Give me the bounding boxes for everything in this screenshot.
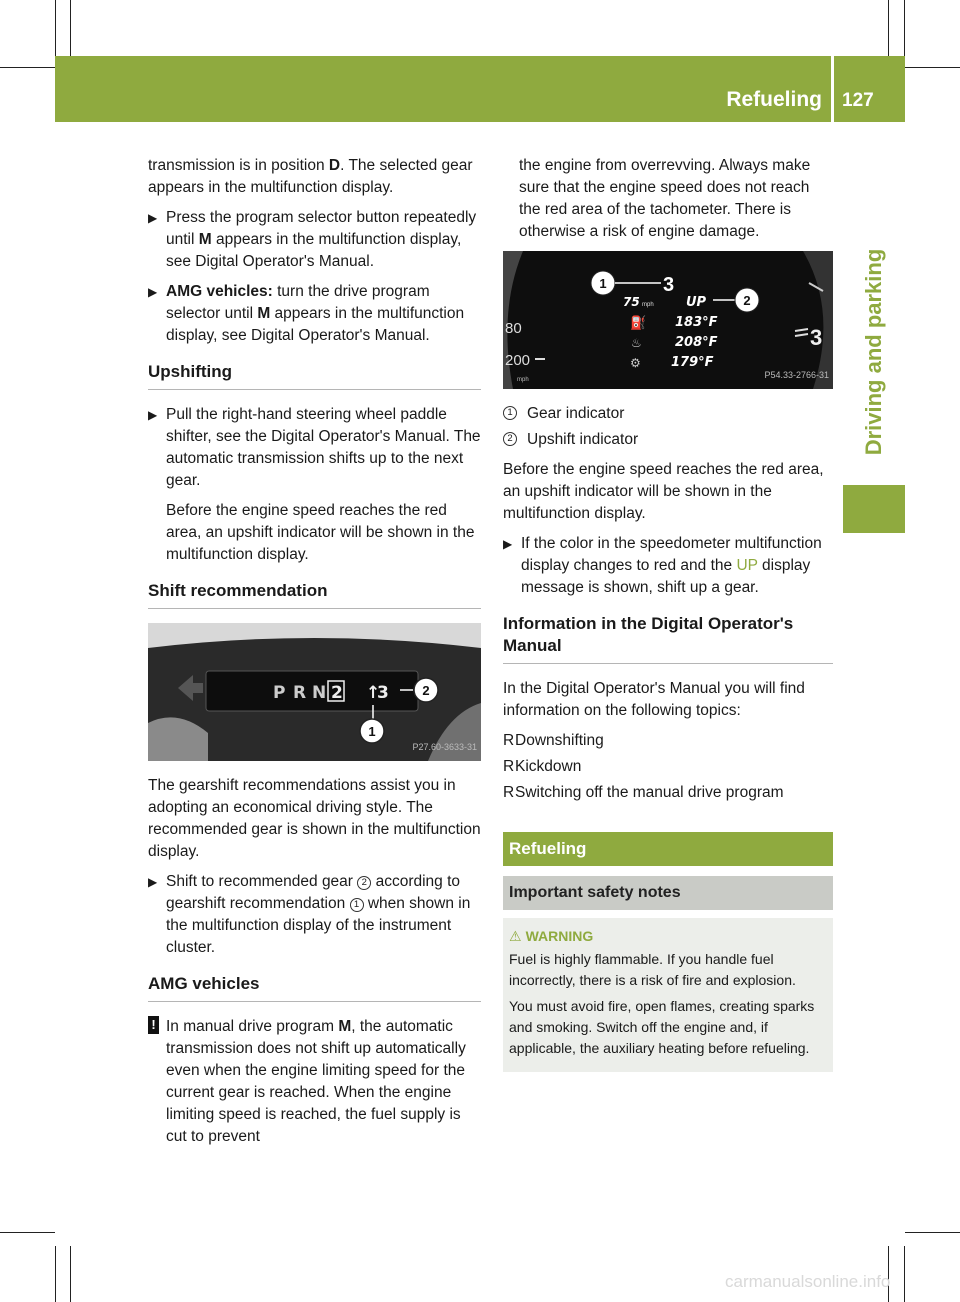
amg-note: ! In manual drive program M, the automatic transmission does not shift up automatically even when the engine limiting speed for the current gear is reached. When the engine limiting speed is reached, the fuel supply is cut to prevent xyxy=(148,1016,481,1148)
page-number: 127 xyxy=(842,90,874,111)
unit-label: mph xyxy=(517,377,529,383)
crop-mark xyxy=(888,0,889,56)
crop-mark xyxy=(70,0,71,56)
crop-mark xyxy=(905,67,960,68)
scale-200: 200 xyxy=(505,352,531,369)
topic-item: R Switching off the manual drive program xyxy=(503,784,784,801)
upshift-paragraph: Before the engine speed reaches the red area, an upshift indicator will be shown in the multifunction display. xyxy=(503,461,824,522)
step-arrow-icon: ▶ xyxy=(503,537,513,551)
upshift-info: Before the engine speed reaches the red area, an upshift indicator will be shown in the multifunction display. xyxy=(166,502,475,563)
crop-mark xyxy=(905,1232,960,1233)
step-arrow-icon: ▶ xyxy=(148,211,158,225)
shift-paragraph: The gearshift recommendations assist you in adopting an economical driving style. The recommended gear is shown in the multifunction display. xyxy=(148,777,481,860)
topic-item: R Kickdown xyxy=(503,758,582,775)
callout-2-label: 2 xyxy=(743,293,751,308)
scale-80: 80 xyxy=(505,320,522,337)
figure-id: P27.60-3633-31 xyxy=(412,742,477,752)
callout-1-icon: 1 xyxy=(350,898,364,912)
legend-gear-indicator: 1 Gear indicator xyxy=(503,403,833,425)
gear-large: 3 xyxy=(810,325,823,350)
callout-1-icon: 1 xyxy=(503,406,517,420)
refueling-section-bar: Refueling xyxy=(503,832,833,866)
speed-value: 75 xyxy=(623,295,640,309)
transmission-temp-icon: ⚙ xyxy=(630,356,641,370)
left-column xyxy=(148,155,481,1148)
step-arrow-icon: ▶ xyxy=(148,875,158,889)
crop-mark xyxy=(55,0,56,56)
temp-1: 183°F xyxy=(675,315,718,330)
warning-text-2: You must avoid fire, open flames, creating sparks and smoking. Switch off the engine and, if applicable, the auxiliary heating before refueling. xyxy=(509,998,815,1056)
gear-r: R xyxy=(293,683,307,703)
up-message: UP xyxy=(736,557,758,574)
crop-mark xyxy=(0,67,55,68)
exclamation-icon: ! xyxy=(148,1016,159,1034)
intro-paragraph: transmission is in position D. The selected gear appears in the multifunction display. xyxy=(148,157,473,196)
step-color-change: ▶ If the color in the speedometer multifunction display changes to red and the UP display message is shown, shift up a gear. xyxy=(503,535,822,596)
temp-3: 179°F xyxy=(671,355,714,370)
temp-2: 208°F xyxy=(675,335,718,350)
callout-1-label: 1 xyxy=(599,276,607,291)
crop-mark xyxy=(70,1246,71,1302)
step-shift-recommended: ▶ Shift to recommended gear 2 according to gearshift recommendation 1 when shown in the multifunction display of the instrument cluster. xyxy=(148,873,471,956)
crop-mark xyxy=(904,1246,905,1302)
crop-mark xyxy=(55,1246,56,1302)
gear-n: N xyxy=(312,683,327,703)
crop-mark xyxy=(904,0,905,56)
figure-shift-recommendation xyxy=(148,623,481,761)
oil-temp-icon: ⛽ xyxy=(630,315,647,330)
callout-2-label: 2 xyxy=(422,683,430,698)
warning-triangle-icon: ⚠ xyxy=(509,928,522,944)
callout-1-label: 1 xyxy=(368,724,376,739)
chapter-tab-marker xyxy=(843,485,905,533)
figure-id: P54.33-2766-31 xyxy=(764,370,829,380)
step-amg-selector: ▶ AMG vehicles: turn the drive program selector until M appears in the multifunction display, see Digital Operator's Manual. xyxy=(148,283,465,344)
figure-upshift-indicator xyxy=(503,251,833,389)
warning-box xyxy=(503,918,833,1072)
callout-2-icon: 2 xyxy=(503,432,517,446)
topic-item: R Downshifting xyxy=(503,732,604,749)
header-separator xyxy=(831,56,834,122)
section-title: Refueling xyxy=(726,88,822,111)
coolant-temp-icon: ♨ xyxy=(631,336,642,350)
warning-text-1: Fuel is highly flammable. If you handle fuel incorrectly, there is a risk of fire and explosion. xyxy=(509,951,796,988)
step-arrow-icon: ▶ xyxy=(148,285,158,299)
right-column xyxy=(503,155,833,1072)
heading-upshifting: Upshifting xyxy=(148,361,481,390)
info-paragraph: In the Digital Operator's Manual you will find information on the following topics: xyxy=(503,680,805,719)
heading-shift-recommendation: Shift recommendation xyxy=(148,580,481,609)
chapter-tab-label: Driving and parking xyxy=(861,248,886,456)
gear-current: 2 xyxy=(331,683,343,703)
gear-recommended: 3 xyxy=(377,683,389,703)
upshift-indicator: UP xyxy=(686,295,707,310)
heading-amg-vehicles: AMG vehicles xyxy=(148,973,481,1002)
step-paddle-shifter: ▶ Pull the right-hand steering wheel paddle shifter, see the Digital Operator's Manual. The automatic transmission shifts up to the next gear. xyxy=(148,406,481,489)
step-program-selector: ▶ Press the program selector button repeatedly until M appears in the multifunction display, see Digital Operator's Manual. xyxy=(148,209,477,270)
upshift-arrow-icon: ↑ xyxy=(366,683,381,703)
step-arrow-icon: ▶ xyxy=(148,408,158,422)
watermark: carmanualsonline.info xyxy=(725,1272,891,1291)
callout-2-icon: 2 xyxy=(357,876,371,890)
legend-upshift-indicator: 2 Upshift indicator xyxy=(503,429,833,451)
speed-unit: mph xyxy=(642,302,654,308)
gear-indicator: 3 xyxy=(663,274,675,296)
continued-paragraph: the engine from overrevving. Always make sure that the engine speed does not reach the red area of the tachometer. There is otherwise a risk of engine damage. xyxy=(519,157,811,240)
crop-mark xyxy=(0,1232,55,1233)
warning-heading: ⚠ WARNING xyxy=(509,928,594,944)
gear-p: P xyxy=(273,683,286,703)
heading-info-manual: Information in the Digital Operator's Manual xyxy=(503,613,833,664)
safety-notes-bar: Important safety notes xyxy=(503,876,833,910)
